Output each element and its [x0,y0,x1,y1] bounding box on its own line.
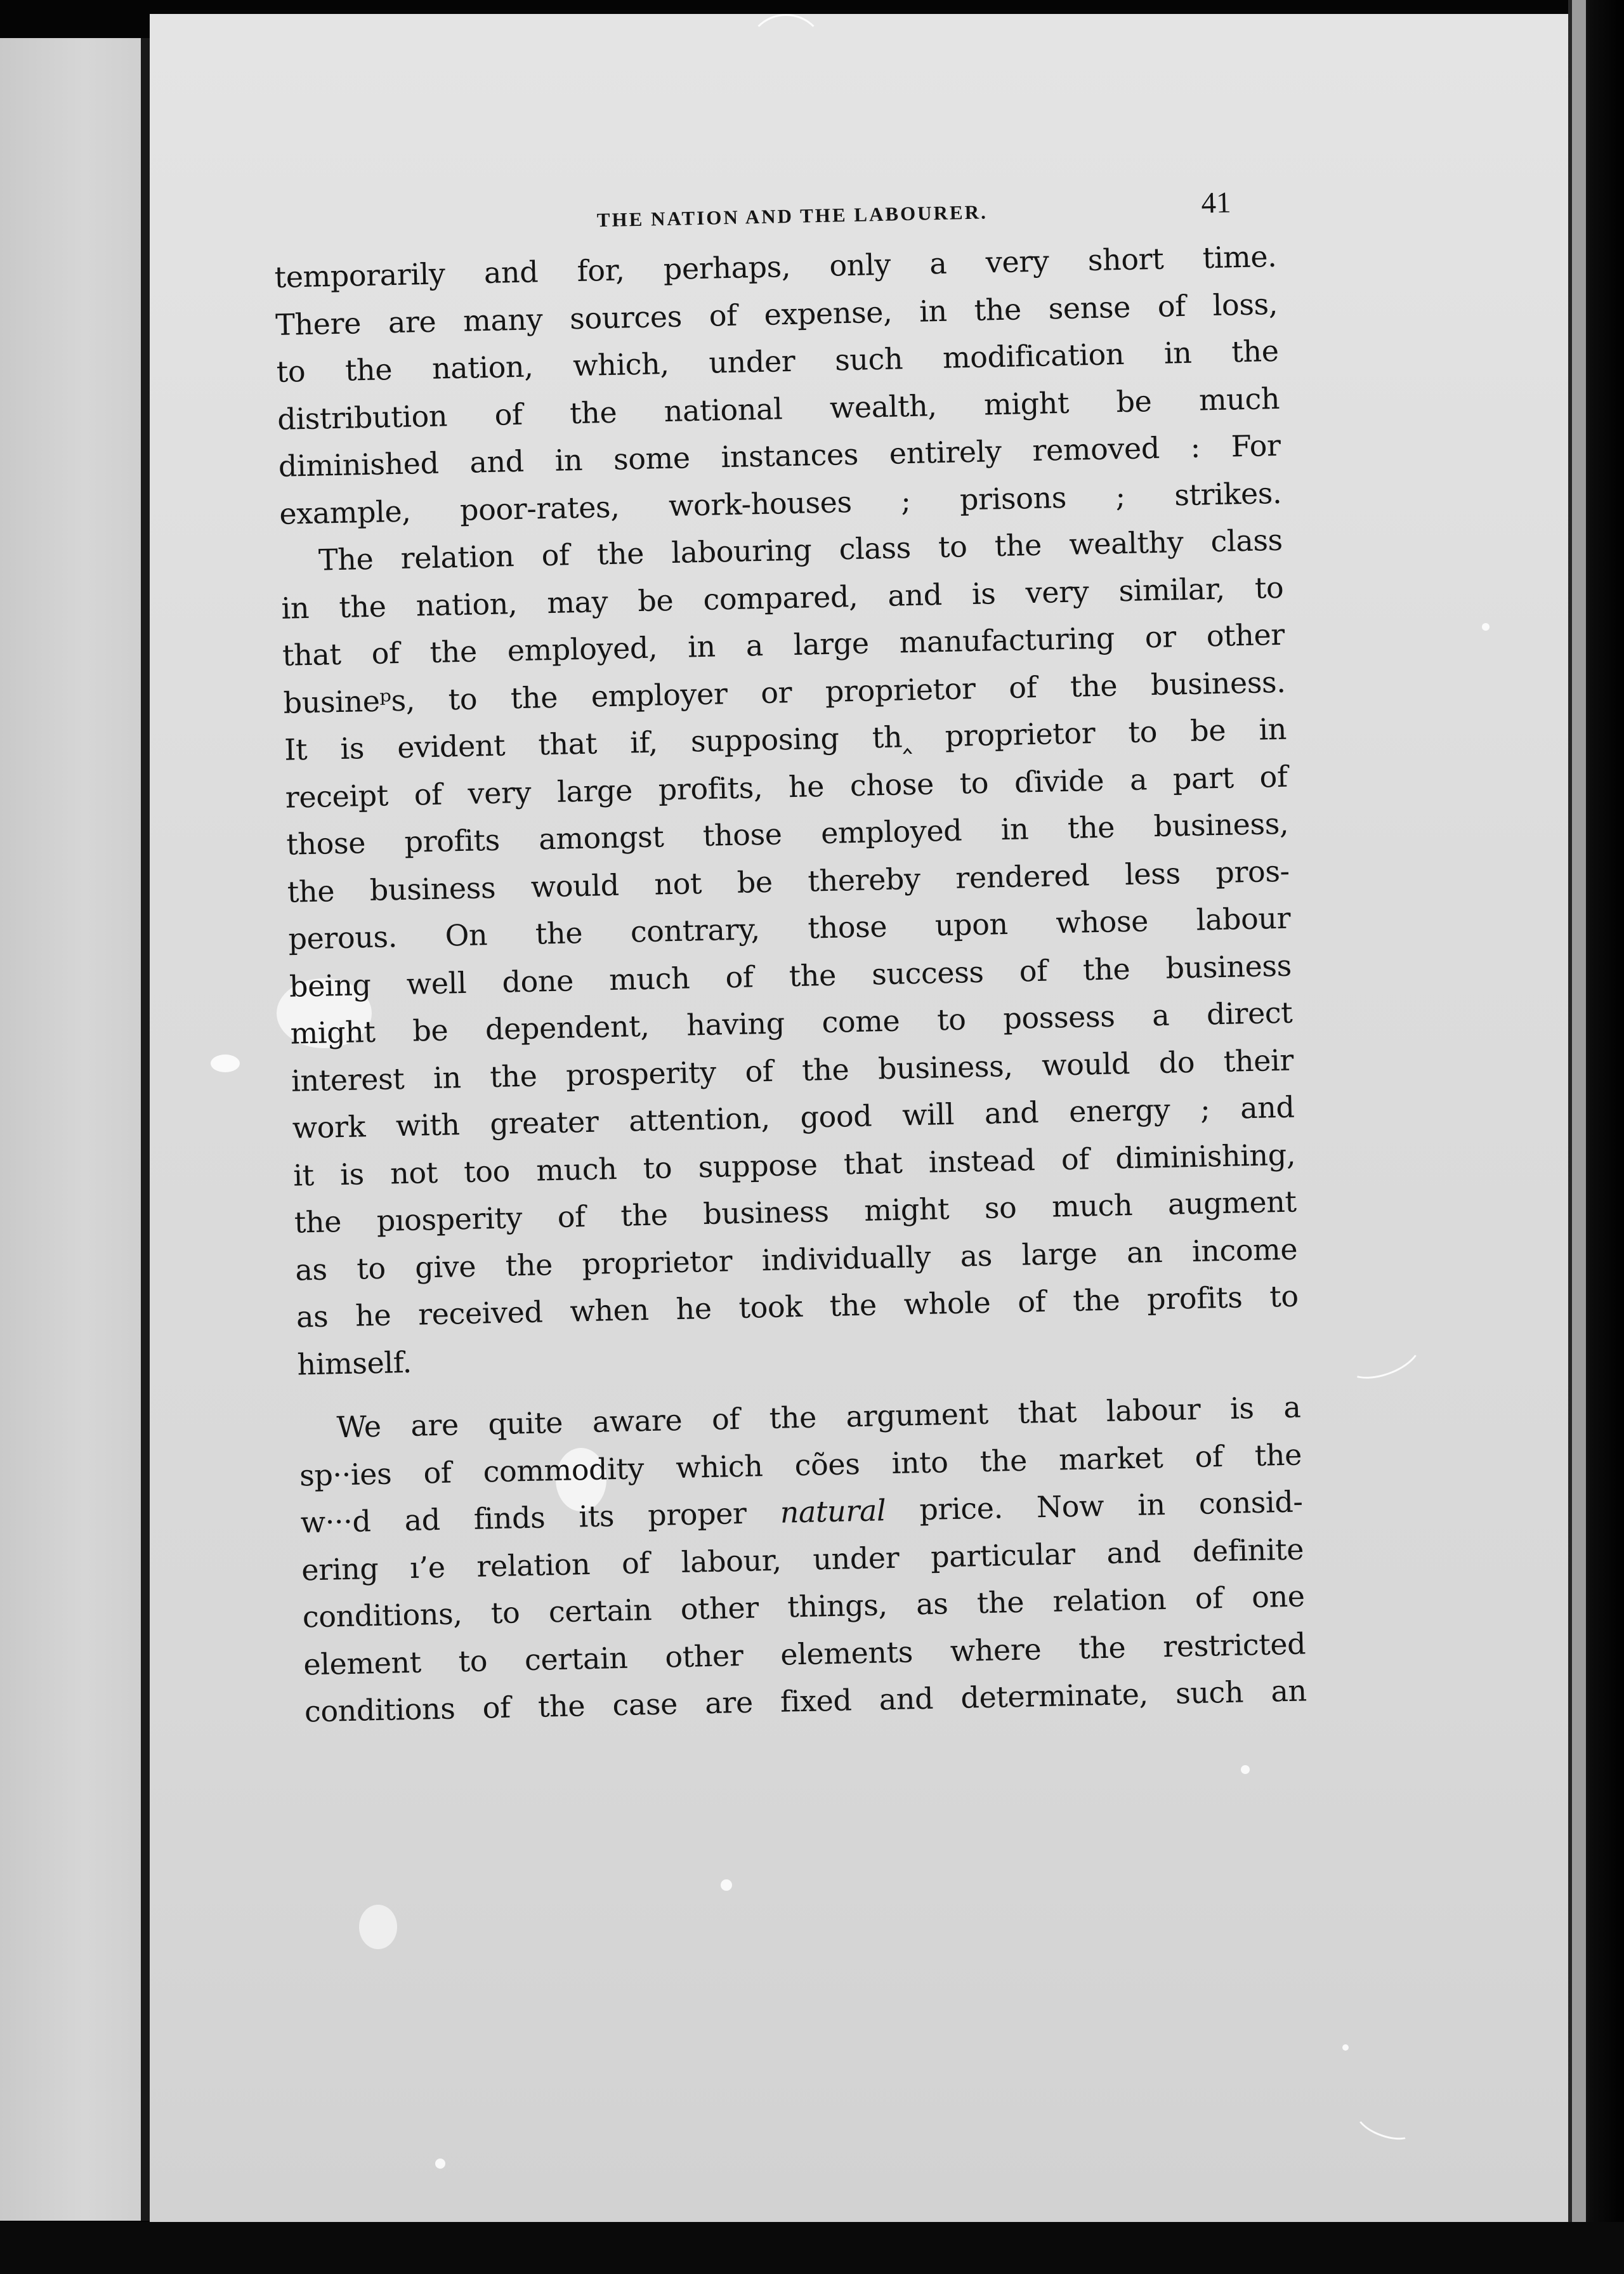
scan-speck [1482,623,1490,631]
text-line: The relation of the labouring class to the wealthy class [318,522,1283,577]
page-fore-edge [1572,0,1586,2274]
text-line: example, poor-rates, work-houses ; prisons ; strikes. [278,475,1282,531]
facing-page-edge [0,38,141,2221]
scan-speck [1241,1765,1250,1774]
scanned-page [150,14,1568,2222]
text-line: distribution of the national wealth, might be much [277,381,1280,437]
text-line: We are quite aware of the argument that labour is a [336,1390,1301,1445]
text-line: as he received when he took the whole of the profits to [296,1278,1299,1334]
italic-word: natural [780,1493,886,1530]
running-title: THE NATION AND THE LABOURER. [596,200,988,232]
text-line: himself. [296,1344,412,1382]
scan-hair [746,14,826,94]
text-line: There are many sources of expense, in the sense of loss, [275,286,1278,342]
text-line: might be dependent, having come to possess a direct [290,995,1293,1051]
text-line: interest in the prosperity of the business, would do their [291,1042,1294,1098]
scan-speck [721,1879,732,1891]
page-text [273,176,1307,1735]
text-line: being well done much of the success of the business [289,948,1292,1004]
scan-bottom-border [0,2222,1624,2274]
text-line: busineᵖs, to the employer or proprietor of the business. [283,664,1286,720]
scan-speck [1342,2044,1349,2051]
binding-gutter [141,38,150,2221]
text-line: perous. On the contrary, those upon whose labour [287,900,1291,956]
scan-speck [359,1905,397,1949]
text-line: sp··ies of commodity which cões into the market of the [299,1436,1302,1493]
text-line: work with greater attention, good will and energy ; and [292,1089,1295,1145]
text-line: diminished and in some instances entirely removed : For [278,428,1281,483]
text-line: element to certain other elements where the restricted [303,1626,1306,1681]
text-line: the business would not be thereby rendered less pros- [287,853,1290,909]
text-line: to the nation, which, under such modification in the [276,333,1279,389]
scan-speck [435,2159,445,2169]
text-line: it is not too much to suppose that instead of diminishing, [292,1137,1296,1193]
text-line: temporarily and for, perhaps, only a very short time. [274,239,1277,294]
scan-hair [1352,2098,1419,2146]
text-line: conditions, to certain other things, as the relation of one [302,1579,1306,1634]
text-line: receipt of very large profits, he chose to ɗivide a part of [285,759,1288,815]
text-line: It is evident that if, supposing th‸ proprietor to be in [284,711,1287,767]
text-line: the pıosperity of the business might so much augment [294,1184,1297,1240]
scan-speck [211,1055,240,1072]
text-line: that of the employed, in a large manufacturing or other [282,617,1285,673]
text-line: those profits amongst those employed in the business, [285,806,1289,862]
text-line: ering ı’e relation of labour, under particular and definite [301,1531,1304,1587]
text-line: as to give the proprietor individually as large an income [294,1232,1298,1287]
scan-hair [1338,1321,1427,1388]
text-line: w···d ad finds its proper natural price. Now in consid- [300,1484,1303,1540]
text-line: conditions of the case are fixed and determinate, such an [304,1673,1307,1729]
text-line: in the nation, may be compared, and is very similar, to [281,570,1284,626]
page-number: 41 [1200,186,1232,220]
